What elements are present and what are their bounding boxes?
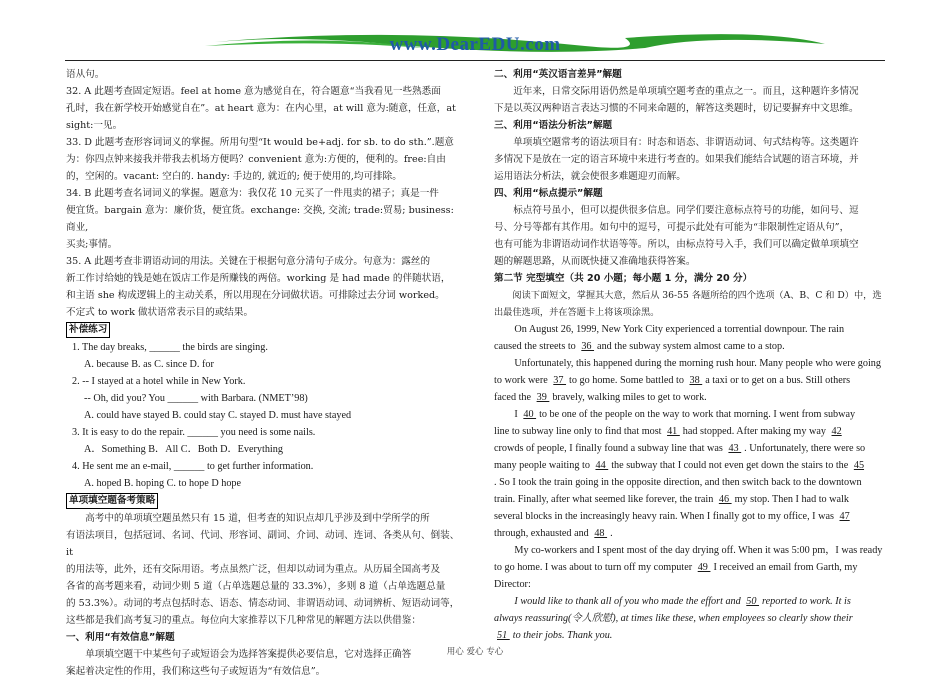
text-line: 孔时，我在新学校开始感觉自在”。at heart 意为：在内心里，at will 意为:随意，任意，at: [66, 103, 456, 114]
blank-51: 51: [497, 630, 510, 641]
passage-line: through, exhausted and 48 .: [494, 528, 613, 539]
paragraph-line: 案起着决定性的作用，我们称这些句子或短语为“有效信息”。: [66, 666, 326, 677]
text-line: 34. B 此题考查名词词义的掌握。题意为：我仅花 10 元买了一件甩卖的裙子；真是一件: [66, 188, 439, 199]
text-line: 买卖;事情。: [66, 239, 118, 250]
section-heading: 四、利用“标点提示”解题: [494, 188, 603, 199]
header-rule: [65, 60, 885, 61]
question-1-options: A. because B. as C. since D. for: [84, 359, 214, 370]
passage-line: line to subway line only to find that most 41 had stopped. After making my way 42: [494, 423, 884, 440]
question-3-options: A．Something B．All C．Both D．Everything: [84, 444, 283, 455]
passage-line: 51 to their jobs. Thank you.: [494, 627, 884, 644]
section-heading: 三、利用“语法分析法”解题: [494, 120, 613, 131]
passage-line: I 40 to be one of the people on the way to work that morning. I went from subway: [514, 409, 856, 420]
blank-48: 48: [594, 528, 608, 539]
passage-line: My co-workers and I spent most of the day drying off. When it was 5:00 pm，I was ready: [514, 545, 883, 556]
passage-line: caused the streets to 36 and the subway system almost came to a stop.: [494, 341, 785, 352]
blank-44: 44: [595, 460, 609, 471]
paragraph-line: 题的解题思路，从而既快捷又准确地获得答案。: [494, 256, 696, 267]
question-4-options: A. hoped B. hoping C. to hope D hope: [84, 478, 242, 489]
text-line: 新工作讨给她的钱是她在饭店工作是所赚钱的两倍。working 是 had made 的伴随状语，: [66, 273, 451, 284]
passage-line: . So I took the train going in the opposite direction, and then switch back to the downtown: [494, 477, 862, 488]
cloze-passage: [494, 321, 884, 644]
paragraph-line: 的 53.3%）。动词的考点包括时态、语态、情态动词、非谓语动词、动词辨析、短语动词等，: [66, 598, 460, 609]
paragraph-line: 多情况下是放在一定的语言环境中来进行考查的。如果我们能结合试题的语言环境，并: [494, 154, 859, 165]
passage-line: always reassuring(令人欣慰), at times like these, when employees so clearly show their: [494, 613, 853, 624]
text-line: 33. D 此题考查形容词词义的掌握。所用句型“It would be+adj. for sb. to do sth.”.题意: [66, 137, 454, 148]
blank-43: 43: [728, 443, 742, 454]
question-1: 1. The day breaks, ______ the birds are singing.: [72, 342, 268, 353]
text-line: 便宜货。bargain 意为：廉价货，便宜货。exchange: 交换, 交流; trade:贸易; business: 商业,: [66, 205, 454, 233]
question-4: 4. He sent me an e-mail, ______ to get further information.: [72, 461, 314, 472]
paragraph-line: 这些都是我们高考复习的重点。每位向大家推荐以下几种常见的解题方法以供借鉴：: [66, 615, 421, 626]
page-footer: 用心 爱心 专心: [446, 647, 504, 657]
question-2: 2. -- I stayed at a hotel while in New York.: [72, 376, 246, 387]
text-line: 语从句。: [66, 69, 105, 80]
instruction-line: 阅读下面短文，掌握其大意，然后从 36-55 各题所给的四个选项（A、B、C 和 D）中，选: [512, 290, 882, 301]
text-line: 32. A 此题考查固定短语。feel at home 意为感觉自在，符合题意“当我看见一些熟悉面: [66, 86, 441, 97]
passage-line: I would like to thank all of you who made the effort and 50 reported to work. It is: [514, 596, 851, 607]
right-column: [494, 66, 884, 644]
paragraph-line: 号、分号等都有其作用。如句中的逗号，可提示此处有可能为“非限制性定语从句”，: [494, 222, 850, 233]
paragraph-line: 标点符号虽小，但可以提供很多信息。同学们要注意标点符号的功能，如问号、逗: [513, 205, 859, 216]
passage-line: many people waiting to 44 the subway that I could not even get down the stairs to the 45: [494, 457, 884, 474]
section-heading: 一、利用“有效信息”解题: [66, 632, 175, 643]
paragraph-line: 也有可能为非谓语动词作状语等等。所以，由标点符号入手，我们可以确定做单项填空: [494, 239, 859, 250]
text-line: 的，空闲的。vacant: 空白的. handy: 手边的, 就近的; 便于使用的,均可排除。: [66, 171, 402, 182]
blank-37: 37: [553, 375, 567, 386]
instruction-line: 出最佳选项，并在答题卡上将该项涂黑。: [494, 307, 660, 318]
question-2-options: A. could have stayed B. could stay C. stayed D. must have stayed: [84, 410, 352, 421]
passage-line: several blocks in the increasingly heavy rain. When I finally got to my office, I was 47: [494, 508, 884, 525]
question-3: 3. It is easy to do the repair. ______ you need is some nails.: [72, 427, 316, 438]
passage-line: train. Finally, after what seemed like forever, the train 46 my stop. Then I had to walk: [494, 494, 849, 505]
blank-46: 46: [718, 494, 732, 505]
paragraph-line: 各省的高考题来看，动词少则 5 道（占单选题总量的 33.3%），多则 8 道（占单选题总量: [66, 581, 446, 592]
passage-line: Unfortunately, this happened during the morning rush hour. Many people who were going: [514, 358, 881, 369]
passage-line: Director:: [494, 579, 531, 590]
passage-line: faced the 39 bravely, walking miles to get to work.: [494, 392, 707, 403]
text-line: sight:一见。: [66, 120, 123, 131]
blank-40: 40: [523, 409, 537, 420]
text-line: 为：你四点钟来接我并带我去机场方便吗？convenient 意为:方便的，便利的。free:自由: [66, 154, 446, 165]
text-line: 和主语 she 构成逻辑上的主动关系，所以用现在分词做状语。可排除过去分词 worked。: [66, 290, 445, 301]
text-line: 不定式 to work 做状语常表示目的或结果。: [66, 307, 254, 318]
blank-39: 39: [536, 392, 550, 403]
paragraph-line: 的用法等，此外，还有交际用语。考点虽然广泛，但却以动词为重点。从历届全国高考及: [66, 564, 441, 575]
practice-heading: 补偿练习: [66, 322, 110, 338]
paragraph-line: 下是以英汉两种语言表达习惯的不同来命题的，解答这类题时，切记要摒弃中文思维。: [494, 103, 859, 114]
passage-line: to go home. I was about to turn off my computer 49 I received an email from Garth, my: [494, 562, 858, 573]
part-heading: 第二节 完型填空（共 20 小题；每小题 1 分，满分 20 分）: [494, 273, 753, 284]
passage-line: On August 26, 1999, New York City experienced a torrential downpour. The rain: [514, 324, 845, 335]
text-line: 35. A 此题考查非谓语动词的用法。关键在于根据句意分清句子成分。句意为：露丝的: [66, 256, 431, 267]
blank-47: 47: [839, 511, 850, 522]
question-2-dialogue: -- Oh, did you? You ______ with Barbara. (NMET’98): [84, 393, 308, 404]
paragraph-line: 有语法项目，包括冠词、名词、代词、形容词、副词、介词、动词、连词、各类从句、倒装、it: [66, 530, 460, 558]
paragraph-line: 单项填空题常考的语法项目有：时态和语态、非谓语动词、句式结构等。这类题许: [513, 137, 859, 148]
blank-36: 36: [581, 341, 595, 352]
paragraph-line: 高考中的单项填空题虽然只有 15 道，但考查的知识点却几乎涉及到中学所学的所: [85, 513, 430, 524]
blank-42: 42: [831, 426, 842, 437]
strategy-heading: 单项填空题备考策略: [66, 493, 158, 509]
blank-49: 49: [697, 562, 711, 573]
blank-45: 45: [853, 460, 865, 471]
paragraph-line: 单项填空题干中某些句子或短语会为选择答案提供必要信息，它对选择正确答: [85, 649, 412, 660]
left-column: [66, 66, 460, 680]
paragraph-line: 近年来，日常交际用语仍然是单项填空题考查的重点之一。而且，这种题许多情况: [513, 86, 859, 97]
blank-41: 41: [667, 426, 680, 437]
section-heading: 二、利用“英汉语言差异”解题: [494, 69, 622, 80]
site-logo: www.DearEDU.com: [389, 34, 561, 55]
paragraph-line: 运用语法分析法，就会使很多难题迎刃而解。: [494, 171, 686, 182]
blank-50: 50: [746, 596, 760, 607]
passage-line: crowds of people, I finally found a subway line that was 43 . Unfortunately, there were so: [494, 443, 866, 454]
blank-38: 38: [689, 375, 703, 386]
page-header: [65, 28, 885, 60]
passage-line: to work were 37 to go home. Some battled to 38 a taxi or to get on a bus. Still others: [494, 375, 851, 386]
